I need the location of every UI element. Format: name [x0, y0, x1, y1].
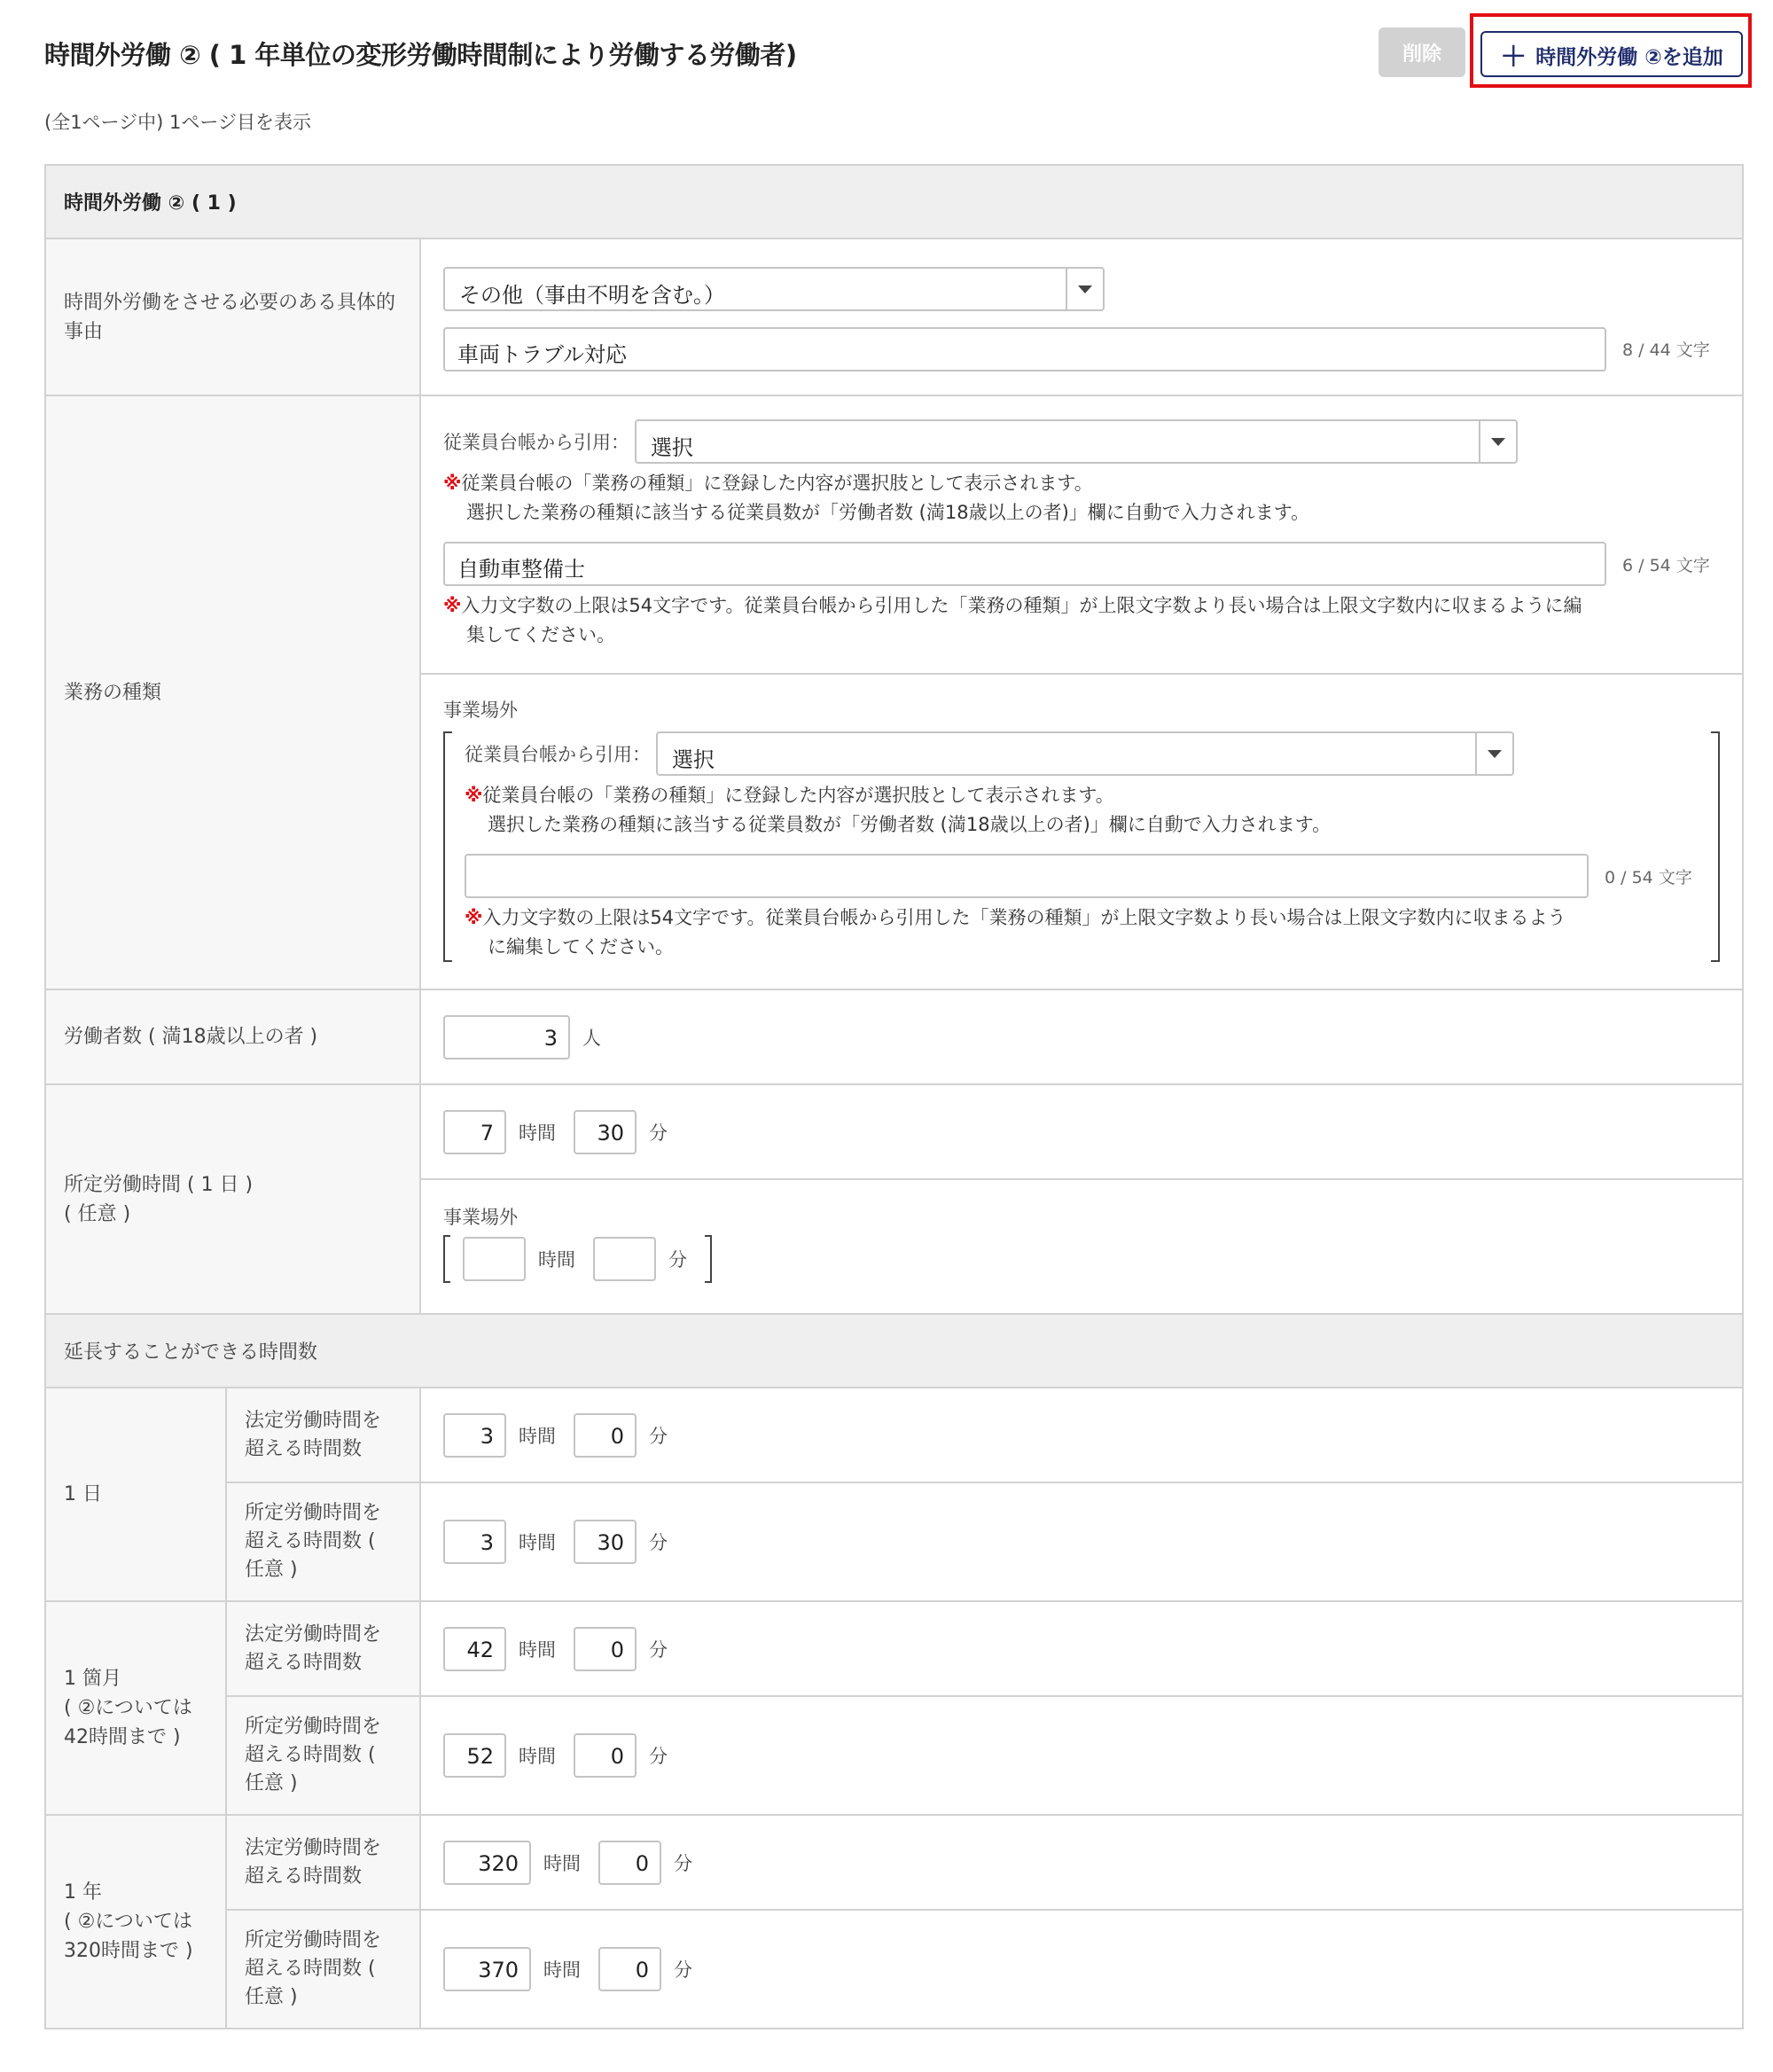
page-title: 時間外労働 ② ( 1 年単位の変形労働時間制により労働する労働者) [44, 40, 797, 70]
extension-header: 延長することができる時間数 [45, 1314, 1743, 1388]
chevron-down-icon [1066, 269, 1103, 309]
prescribed-cell: 7 時間 30 分 事業場外 時間 分 [420, 1084, 1743, 1314]
note-mark: ※ [465, 907, 483, 928]
plus-icon: ＋ [1500, 42, 1527, 73]
extension-row-label: 所定労働時間を 超える時間数 ( 任意 ) [226, 1482, 420, 1601]
workers-cell [420, 989, 1743, 1084]
job-select[interactable] [635, 419, 1518, 464]
job-cite-label: 従業員台帳から引用： [443, 432, 629, 453]
overtime-form-table [44, 164, 1744, 2029]
job-offsite [421, 675, 1742, 989]
reason-text-input[interactable]: 車両トラブル対応 [443, 327, 1606, 371]
extension-row-cell: 42 時間 0 分 [420, 1601, 1743, 1696]
job-note-2: ※入力文字数の上限は54文字です。従業員台帳から引用した「業務の種類」が上限文字数より長い場合は上限文字数内に収まるように編 集してください。 [443, 595, 1582, 645]
job-cell [420, 395, 1743, 989]
delete-button[interactable]: 削除 [1379, 27, 1465, 77]
extension-row-cell: 52 時間 0 分 [420, 1696, 1743, 1815]
job-offsite-select[interactable] [656, 731, 1514, 776]
page-header [44, 0, 1751, 133]
note-mark: ※ [443, 595, 462, 616]
job-offsite-select-value: 選択 [672, 747, 715, 772]
note-mark: ※ [465, 785, 483, 806]
prescribed-hours-input[interactable]: 7 [443, 1110, 506, 1154]
job-offsite-note-2: ※入力文字数の上限は54文字です。従業員台帳から引用した「業務の種類」が上限文字数より長い場合は上限文字数内に収まるよう に編集してください。 [465, 907, 1566, 958]
workers-unit: 人 [582, 1027, 601, 1049]
job-offsite-text-input[interactable] [465, 854, 1589, 898]
extension-minutes-input[interactable]: 0 [598, 1841, 661, 1885]
extension-hours-input[interactable]: 52 [443, 1733, 506, 1778]
extension-minutes-input[interactable]: 0 [574, 1627, 637, 1671]
job-note-1: ※従業員台帳の「業務の種類」に登録した内容が選択肢として表示されます。 選択した業務の種類に該当する従業員数が「労働者数 (満18歳以上の者)」欄に自動で入力されます。 [443, 473, 1310, 523]
extension-row-cell: 370 時間 0 分 [420, 1910, 1743, 2029]
workers-label: 労働者数 ( 満18歳以上の者 ) [45, 989, 420, 1084]
extension-minutes-input[interactable]: 0 [574, 1413, 637, 1458]
extension-row-label: 法定労働時間を 超える時間数 [226, 1815, 420, 1910]
prescribed-minutes-input[interactable]: 30 [574, 1110, 637, 1154]
reason-cell [420, 238, 1743, 395]
job-text-input[interactable]: 自動車整備士 [443, 542, 1606, 586]
extension-row-label: 所定労働時間を 超える時間数 ( 任意 ) [226, 1910, 420, 2029]
extension-hours-input[interactable]: 42 [443, 1627, 506, 1671]
chevron-down-icon [1475, 733, 1512, 774]
job-select-value: 選択 [651, 435, 693, 460]
extension-hours-input[interactable]: 320 [443, 1841, 531, 1885]
extension-row-label: 法定労働時間を 超える時間数 [226, 1601, 420, 1696]
job-char-counter: 6 / 54 文字 [1622, 555, 1710, 575]
add-overtime-button[interactable] [1480, 31, 1743, 77]
extension-row-cell: 3 時間 0 分 [420, 1388, 1743, 1482]
note-mark: ※ [443, 473, 462, 494]
extension-group-label: 1 日 [45, 1388, 226, 1601]
job-offsite-cite-label: 従業員台帳から引用： [465, 744, 651, 765]
extension-group-label: 1 箇月 ( ②については 42時間まで ) [45, 1601, 226, 1815]
add-overtime-label: 時間外労働 ②を追加 [1535, 46, 1723, 69]
extension-minutes-input[interactable]: 30 [574, 1520, 637, 1564]
section-header: 時間外労働 ② ( 1 ) [45, 165, 1743, 238]
extension-minutes-input[interactable]: 0 [598, 1947, 661, 1991]
prescribed-label: 所定労働時間 ( 1 日 ) ( 任意 ) [45, 1084, 420, 1314]
extension-row-label: 所定労働時間を 超える時間数 ( 任意 ) [226, 1696, 420, 1815]
job-offsite-bracket [443, 731, 1720, 962]
extension-hours-input[interactable]: 370 [443, 1947, 531, 1991]
prescribed-offsite-title: 事業場外 [443, 1207, 518, 1228]
extension-group-label: 1 年 ( ②については 320時間まで ) [45, 1815, 226, 2029]
reason-char-counter: 8 / 44 文字 [1622, 340, 1710, 360]
reason-select-value: その他（事由不明を含む。） [459, 282, 725, 308]
extension-minutes-input[interactable]: 0 [574, 1733, 637, 1778]
reason-label: 時間外労働をさせる必要のある具体的事由 [45, 238, 420, 395]
extension-hours-input[interactable]: 3 [443, 1413, 506, 1458]
job-offsite-note-1: ※従業員台帳の「業務の種類」に登録した内容が選択肢として表示されます。 選択した業務の種類に該当する従業員数が「労働者数 (満18歳以上の者)」欄に自動で入力されます。 [465, 785, 1332, 835]
prescribed-offsite-hours-input[interactable] [463, 1237, 526, 1281]
job-offsite-title: 事業場外 [443, 700, 518, 721]
workers-count-input[interactable]: 3 [443, 1015, 570, 1059]
extension-row-label: 法定労働時間を 超える時間数 [226, 1388, 420, 1482]
extension-row-cell: 3 時間 30 分 [420, 1482, 1743, 1601]
chevron-down-icon [1479, 421, 1516, 462]
extension-row-cell: 320 時間 0 分 [420, 1815, 1743, 1910]
pager-info: (全1ページ中) 1ページ目を表示 [44, 112, 311, 133]
add-button-highlight [1470, 13, 1752, 88]
job-label: 業務の種類 [45, 395, 420, 989]
extension-hours-input[interactable]: 3 [443, 1520, 506, 1564]
reason-select[interactable] [443, 267, 1105, 311]
prescribed-offsite-minutes-input[interactable] [593, 1237, 656, 1281]
job-offsite-char-counter: 0 / 54 文字 [1605, 867, 1692, 887]
